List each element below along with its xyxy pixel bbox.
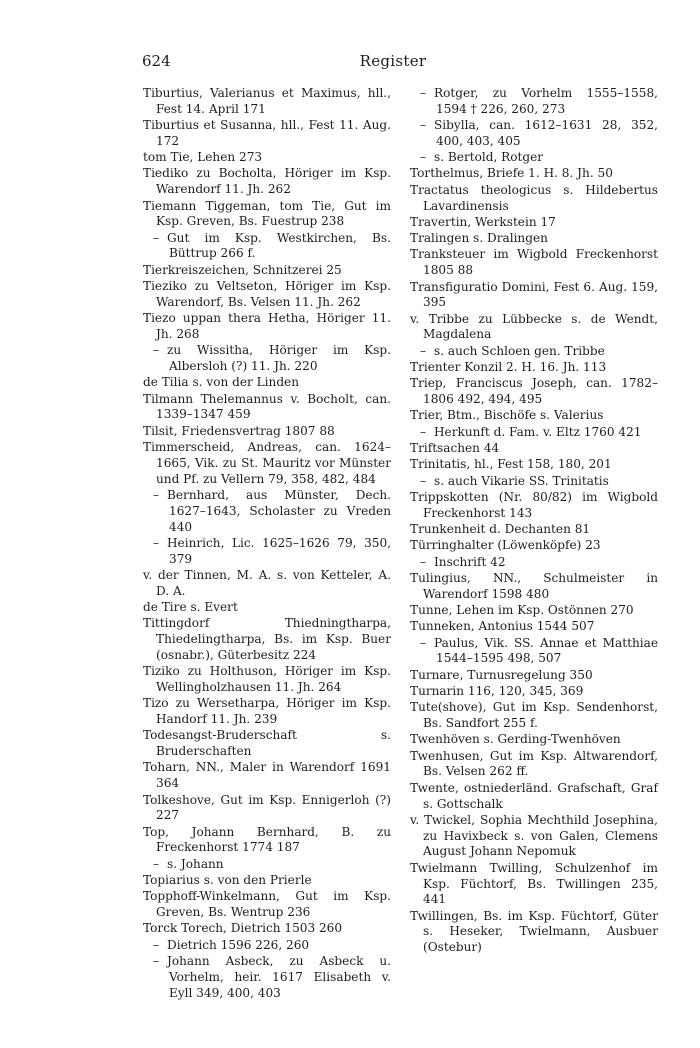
index-entry bbox=[410, 571, 658, 603]
index-entry bbox=[410, 684, 658, 700]
index-subentry bbox=[410, 150, 658, 166]
entry-text: Tunneken, Antonius 1544 507 bbox=[410, 619, 595, 634]
index-entry bbox=[143, 696, 391, 728]
index-subentry bbox=[143, 231, 391, 263]
index-entry bbox=[410, 408, 658, 424]
entry-text: Turnare, Turnusregelung 350 bbox=[410, 667, 593, 682]
index-entry bbox=[143, 263, 391, 279]
index-subentry bbox=[410, 425, 658, 441]
index-subentry bbox=[143, 938, 391, 954]
entry-text: Tiziko zu Holthuson, Höriger im Ksp. Wellingholzhausen 11. Jh. 264 bbox=[143, 664, 391, 694]
entry-text: s. Johann bbox=[167, 856, 224, 871]
entry-text: Tulingius, NN., Schulmeister in Warendorf 1598 480 bbox=[410, 570, 658, 601]
index-entry bbox=[143, 86, 391, 118]
index-entry bbox=[410, 781, 658, 813]
index-subentry bbox=[143, 954, 391, 1001]
entry-text: Tiburtius et Susanna, hll., Fest 11. Aug. 172 bbox=[143, 118, 391, 148]
index-subentry bbox=[143, 536, 391, 568]
entry-text: Trinitatis, hl., Fest 158, 180, 201 bbox=[410, 457, 612, 472]
entry-text: Toharn, NN., Maler in Warendorf 1691 364 bbox=[143, 760, 391, 791]
index-subentry bbox=[143, 857, 391, 873]
entry-text: Timmerscheid, Andreas, can. 1624–1665, Vik. zu St. Mauritz vor Münster und Pf. zu Vellern 79, 358, 482, 484 bbox=[143, 440, 391, 486]
entry-text: Triftsachen 44 bbox=[410, 441, 500, 456]
index-entry bbox=[143, 873, 391, 889]
subentry-dash: – bbox=[420, 86, 427, 100]
index-entry bbox=[410, 700, 658, 732]
subentry-dash: – bbox=[420, 473, 427, 488]
entry-text: Tittingdorf Thiedningtharpa, Thiedelingtharpa, Bs. im Ksp. Buer (osnabr.), Güterbesitz 224 bbox=[143, 616, 391, 662]
index-subentry bbox=[143, 488, 391, 535]
entry-text: Tractatus theologicus s. Hildebertus Lavardinensis bbox=[410, 182, 658, 213]
index-entry bbox=[410, 522, 658, 538]
index-entry bbox=[143, 424, 391, 440]
index-subentry bbox=[410, 474, 658, 490]
index-entry bbox=[143, 375, 391, 391]
entry-text: Tolkeshove, Gut im Ksp. Ennigerloh (?) 227 bbox=[143, 792, 391, 823]
index-entry bbox=[143, 166, 391, 198]
subentry-dash: – bbox=[420, 343, 427, 358]
index-entry bbox=[143, 793, 391, 825]
entry-text: v. Tribbe zu Lübbecke s. de Wendt, Magdalena bbox=[410, 311, 658, 342]
entry-text: v. Twickel, Sophia Mechthild Josephina, zu Havixbeck s. von Galen, Clemens August Johann Nepomuk bbox=[410, 812, 658, 859]
index-entry bbox=[143, 728, 391, 760]
entry-text: Tunne, Lehen im Ksp. Ostönnen 270 bbox=[410, 603, 634, 617]
entry-text: Trienter Konzil 2. H. 16. Jh. 113 bbox=[410, 360, 607, 375]
index-entry bbox=[143, 118, 391, 150]
entry-text: Trunkenheit d. Dechanten 81 bbox=[410, 522, 591, 537]
entry-text: Tilsit, Friedensvertrag 1807 88 bbox=[143, 423, 335, 438]
subentry-dash: – bbox=[420, 554, 427, 569]
index-entry bbox=[410, 441, 658, 457]
entry-text: Turnarin 116, 120, 345, 369 bbox=[410, 683, 584, 698]
index-entry bbox=[410, 457, 658, 473]
index-entry bbox=[410, 732, 658, 748]
entry-text: Heinrich, Lic. 1625–1626 79, 350, 379 bbox=[167, 535, 391, 566]
index-entry bbox=[410, 909, 658, 956]
index-entry bbox=[410, 603, 658, 619]
subentry-dash: – bbox=[420, 635, 427, 650]
index-entry bbox=[143, 825, 391, 857]
page-header bbox=[142, 52, 644, 72]
entry-text: Tierkreiszeichen, Schnitzerei 25 bbox=[143, 262, 342, 277]
entry-text: tom Tie, Lehen 273 bbox=[143, 150, 263, 165]
entry-text: Trier, Btm., Bischöfe s. Valerius bbox=[410, 408, 604, 423]
entry-text: s. Bertold, Rotger bbox=[434, 150, 544, 165]
index-entry bbox=[143, 311, 391, 343]
index-entry bbox=[410, 861, 658, 908]
index-entry bbox=[410, 280, 658, 312]
index-column-left bbox=[143, 86, 391, 1002]
entry-text: Tiediko zu Bocholta, Höriger im Ksp. Warendorf 11. Jh. 262 bbox=[143, 166, 391, 197]
index-entry bbox=[410, 231, 658, 247]
subentry-dash: – bbox=[153, 954, 160, 969]
index-entry bbox=[410, 247, 658, 279]
entry-text: Trippskotten (Nr. 80/82) im Wigbold Freckenhorst 143 bbox=[410, 489, 658, 520]
entry-text: Twente, ostniederländ. Grafschaft, Graf s. Gottschalk bbox=[410, 780, 658, 811]
page-number: 624 bbox=[142, 52, 171, 70]
subentry-dash: – bbox=[153, 535, 160, 550]
index-entry bbox=[410, 166, 658, 182]
index-entry bbox=[410, 183, 658, 215]
index-entry bbox=[143, 664, 391, 696]
entry-text: Twenhusen, Gut im Ksp. Altwarendorf, Bs. Velsen 262 ff. bbox=[410, 748, 658, 779]
entry-text: Rotger, zu Vorhelm 1555–1558, 1594 † 226, 260, 273 bbox=[434, 86, 658, 116]
entry-text: Torck Torech, Dietrich 1503 260 bbox=[143, 921, 343, 936]
entry-text: de Tire s. Evert bbox=[143, 600, 238, 614]
index-subentry bbox=[410, 118, 658, 150]
index-entry bbox=[410, 360, 658, 376]
entry-text: Tizo zu Wersetharpa, Höriger im Ksp. Handorf 11. Jh. 239 bbox=[143, 696, 391, 727]
index-entry bbox=[410, 619, 658, 635]
index-subentry bbox=[410, 555, 658, 571]
index-entry bbox=[143, 600, 391, 616]
entry-text: Todesangst-Bruderschaft s. Bruderschaften bbox=[143, 728, 391, 759]
index-entry bbox=[143, 199, 391, 231]
subentry-dash: – bbox=[420, 150, 427, 165]
entry-text: Topiarius s. von den Prierle bbox=[143, 873, 312, 888]
entry-text: Herkunft d. Fam. v. Eltz 1760 421 bbox=[434, 424, 642, 439]
subentry-dash: – bbox=[153, 343, 160, 358]
index-entry bbox=[410, 215, 658, 231]
entry-text: Gut im Ksp. Westkirchen, Bs. Büttrup 266 f. bbox=[167, 230, 391, 261]
subentry-dash: – bbox=[420, 118, 427, 133]
index-entry bbox=[143, 616, 391, 663]
entry-text: Twenhöven s. Gerding-Twenhöven bbox=[410, 732, 621, 747]
entry-text: Inschrift 42 bbox=[434, 554, 506, 569]
subentry-dash: – bbox=[420, 424, 427, 439]
index-entry bbox=[410, 312, 658, 344]
entry-text: Tiemann Tiggeman, tom Tie, Gut im Ksp. Greven, Bs. Fuestrup 238 bbox=[143, 198, 391, 229]
entry-text: zu Wissitha, Höriger im Ksp. Albersloh (?) 11. Jh. 220 bbox=[167, 343, 391, 374]
entry-text: Twillingen, Bs. im Ksp. Füchtorf, Güter s. Heseker, Twielmann, Ausbuer (Ostebur) bbox=[410, 908, 658, 955]
index-entry bbox=[143, 889, 391, 921]
entry-text: Tiezo uppan thera Hetha, Höriger 11. Jh. 268 bbox=[143, 311, 391, 341]
entry-text: Tute(shove), Gut im Ksp. Sendenhorst, Bs. Sandfort 255 f. bbox=[410, 700, 658, 731]
entry-text: Twielmann Twilling, Schulzenhof im Ksp. Füchtorf, Bs. Twillingen 235, 441 bbox=[410, 860, 658, 907]
entry-text: Tralingen s. Dralingen bbox=[410, 231, 548, 246]
index-entry bbox=[410, 668, 658, 684]
entry-text: Dietrich 1596 226, 260 bbox=[167, 937, 310, 952]
entry-text: Transfiguratio Domini, Fest 6. Aug. 159, 395 bbox=[410, 279, 658, 310]
index-entry bbox=[143, 921, 391, 937]
index-entry bbox=[143, 150, 391, 166]
entry-text: Tieziko zu Veltseton, Höriger im Ksp. Warendorf, Bs. Velsen 11. Jh. 262 bbox=[143, 279, 391, 309]
subentry-dash: – bbox=[153, 230, 160, 245]
index-entry bbox=[410, 749, 658, 781]
entry-text: Torthelmus, Briefe 1. H. 8. Jh. 50 bbox=[410, 166, 613, 181]
entry-text: Triep, Franciscus Joseph, can. 1782–1806 492, 494, 495 bbox=[410, 376, 658, 407]
entry-text: Johann Asbeck, zu Asbeck u. Vorhelm, heir. 1617 Elisabeth v. Eyll 349, 400, 403 bbox=[167, 954, 391, 1000]
entry-text: de Tilia s. von der Linden bbox=[143, 375, 300, 390]
entry-text: s. auch Schloen gen. Tribbe bbox=[434, 343, 605, 358]
subentry-dash: – bbox=[153, 856, 160, 871]
index-subentry bbox=[410, 344, 658, 360]
entry-text: Tranksteuer im Wigbold Freckenhorst 1805 88 bbox=[410, 247, 658, 278]
subentry-dash: – bbox=[153, 937, 160, 952]
index-subentry bbox=[143, 343, 391, 375]
entry-text: Tiburtius, Valerianus et Maximus, hll., Fest 14. April 171 bbox=[143, 86, 391, 116]
index-subentry bbox=[410, 86, 658, 118]
index-entry bbox=[143, 279, 391, 311]
entry-text: Topphoff-Winkelmann, Gut im Ksp. Greven, Bs. Wentrup 236 bbox=[143, 889, 391, 920]
index-entry bbox=[410, 813, 658, 860]
entry-text: s. auch Vikarie SS. Trinitatis bbox=[434, 473, 609, 488]
index-entry bbox=[143, 440, 391, 487]
entry-text: Paulus, Vik. SS. Annae et Matthiae 1544–1595 498, 507 bbox=[434, 635, 658, 666]
index-entry bbox=[410, 538, 658, 554]
entry-text: Travertin, Werkstein 17 bbox=[410, 214, 556, 229]
entry-text: Top, Johann Bernhard, B. zu Freckenhorst 1774 187 bbox=[143, 824, 391, 855]
index-entry bbox=[143, 392, 391, 424]
entry-text: Bernhard, aus Münster, Dech. 1627–1643, Scholaster zu Vreden 440 bbox=[167, 487, 391, 534]
entry-text: v. der Tinnen, M. A. s. von Ketteler, A. D. A. bbox=[143, 567, 391, 598]
entry-text: Türringhalter (Löwenköpfe) 23 bbox=[410, 538, 601, 553]
index-column-right bbox=[410, 86, 658, 957]
index-entry bbox=[410, 376, 658, 408]
index-entry bbox=[143, 760, 391, 792]
index-entry bbox=[410, 490, 658, 522]
entry-text: Sibylla, can. 1612–1631 28, 352, 400, 403, 405 bbox=[434, 118, 658, 148]
index-entry bbox=[143, 568, 391, 600]
index-subentry bbox=[410, 636, 658, 668]
entry-text: Tilmann Thelemannus v. Bocholt, can. 1339–1347 459 bbox=[143, 391, 391, 422]
running-title: Register bbox=[359, 52, 427, 70]
subentry-dash: – bbox=[153, 487, 160, 502]
